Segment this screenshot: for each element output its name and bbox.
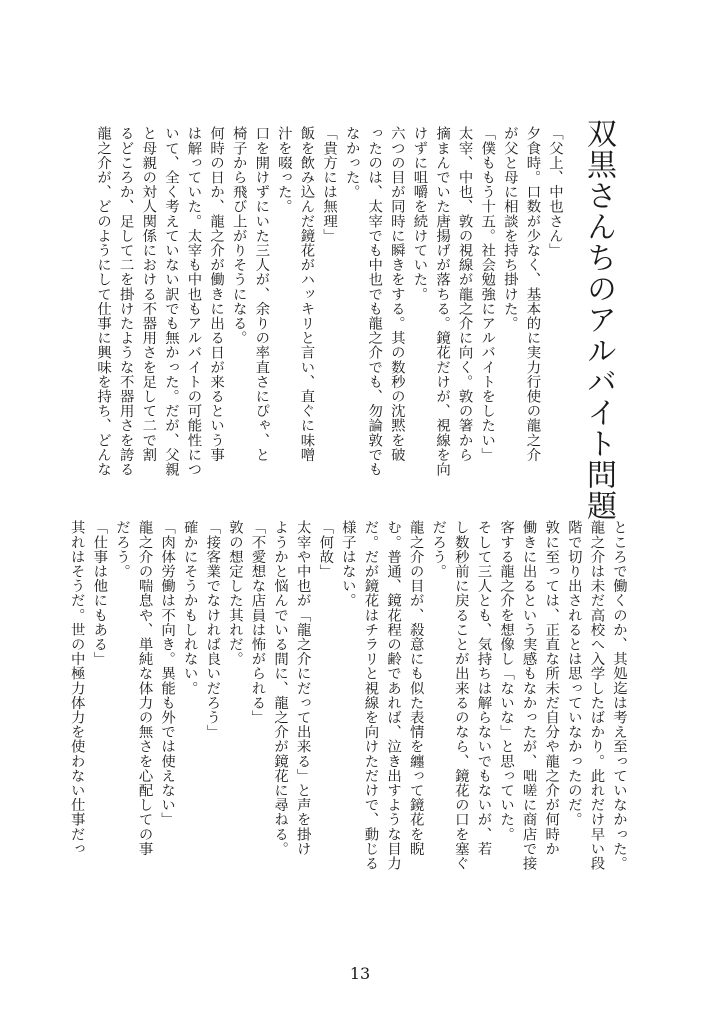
- text-line: 客する龍之介を想像し「ないな」と思っていた。: [498, 520, 515, 842]
- text-line: ようかと悩んでいる間に、龍之介が鏡花に尋ねる。: [272, 520, 289, 856]
- text-line: 敦の想定した其れだ。: [226, 520, 243, 666]
- text-line: し数秒前に戻ることが出来るのなら、鏡花の口を塞ぐ: [452, 520, 469, 871]
- text-line: 太宰や中也が「龍之介にだって出来る」と声を掛け: [294, 520, 311, 856]
- text-line: けずに咀嚼を続けていた。: [411, 126, 428, 302]
- text-line: ところで働くのか、其処迄は考え至っていなかった。: [611, 520, 627, 871]
- text-line: 六つの目が同時に瞬きをする。其の数秒の沈黙を破: [388, 126, 405, 462]
- text-line: と母親の対人関係における不器用さを足して二で割: [140, 126, 157, 462]
- text-line: いて、全く考えていない訳でも無かった。だが、父親: [162, 126, 179, 477]
- text-line: だろう。: [113, 520, 130, 579]
- text-line: 様子はない。: [339, 520, 356, 608]
- page-number: 13: [349, 964, 371, 983]
- lower-text-block: [68, 520, 630, 898]
- text-line: 龍之介は未だ高校へ入学したばかり。此れだけ早い段: [588, 520, 605, 871]
- text-line: 椅子から飛び上がりそうになる。: [230, 126, 247, 345]
- text-line: む。普通、鏡花程の齢であれば、泣き出すような目力: [385, 520, 402, 871]
- text-line: そして三人とも、気持ちは解らないでもないが、若: [475, 520, 492, 856]
- text-line: 口を開けずにいた三人が、余りの率直さにぴゃ、と: [253, 126, 270, 462]
- text-line: が父と母に相談を持ち掛けた。: [501, 126, 518, 331]
- text-line: だ。だが鏡花はチラリと視線を向けただけで、動じる: [362, 520, 379, 871]
- text-line: なかった。: [343, 126, 360, 199]
- text-line: 太宰、中也、敦の視線が龍之介に向く。敦の箸から: [456, 126, 473, 462]
- text-line: 確かにそうかもしれない。: [181, 520, 198, 696]
- text-line: 龍之介の喘息や、単純な体力の無さを心配しての事: [136, 520, 153, 856]
- text-line: 龍之介の目が、殺意にも似た表情を纏って鏡花を睨: [407, 520, 424, 856]
- text-line: は解っていた。太宰も中也もアルバイトの可能性につ: [185, 126, 202, 477]
- text-line: 摘まんでいた唐揚げが落ちる。鏡花だけが、視線を向: [434, 126, 451, 477]
- text-line: るどころか、足して二を掛けたような不器用さを誇る: [117, 126, 134, 477]
- text-line: 「父上、中也さん」: [547, 126, 563, 258]
- chapter-title: 双黒さんちのアルバイト問題: [581, 118, 616, 521]
- text-line: だろう。: [430, 520, 447, 579]
- text-line: 敦に至っては、正直な所未だ自分や龍之介が何時か: [543, 520, 560, 856]
- text-line: 「貴方には無理」: [321, 126, 338, 243]
- text-line: 「肉体労働は不向き。異能も外では使えない」: [159, 520, 176, 827]
- upper-text-block: [95, 126, 566, 504]
- text-line: 何時の日か、龍之介が働きに出る日が来るという事: [208, 126, 225, 462]
- text-line: 「何故」: [317, 520, 334, 579]
- text-line: 龍之介が、どのようにして仕事に興味を持ち、どんな: [95, 126, 112, 477]
- text-line: 「僕ももう十五。社会勉強にアルバイトをしたい」: [479, 126, 496, 462]
- text-line: 「仕事は他にもある」: [91, 520, 108, 666]
- text-line: 「接客業でなければ良いだろう」: [204, 520, 221, 739]
- text-line: 「不愛想な店員は怖がられる」: [249, 520, 266, 725]
- text-line: ったのは、太宰でも中也でも龍之介でも、勿論敦でも: [366, 126, 383, 477]
- text-line: 働きに出るという実感もなかったが、咄嗟に商店で接: [520, 520, 537, 871]
- text-line: 汁を啜った。: [275, 126, 292, 214]
- text-line: 其れはそうだ。世の中極力体力を使わない仕事だっ: [68, 520, 85, 856]
- text-line: 飯を飲み込んだ鏡花がハッキリと言い、直ぐに味噌: [298, 126, 315, 462]
- text-line: 夕食時。口数が少なく、基本的に実力行使の龍之介: [524, 126, 541, 462]
- text-line: 階で切り出されるとは思っていなかったのだ。: [565, 520, 582, 827]
